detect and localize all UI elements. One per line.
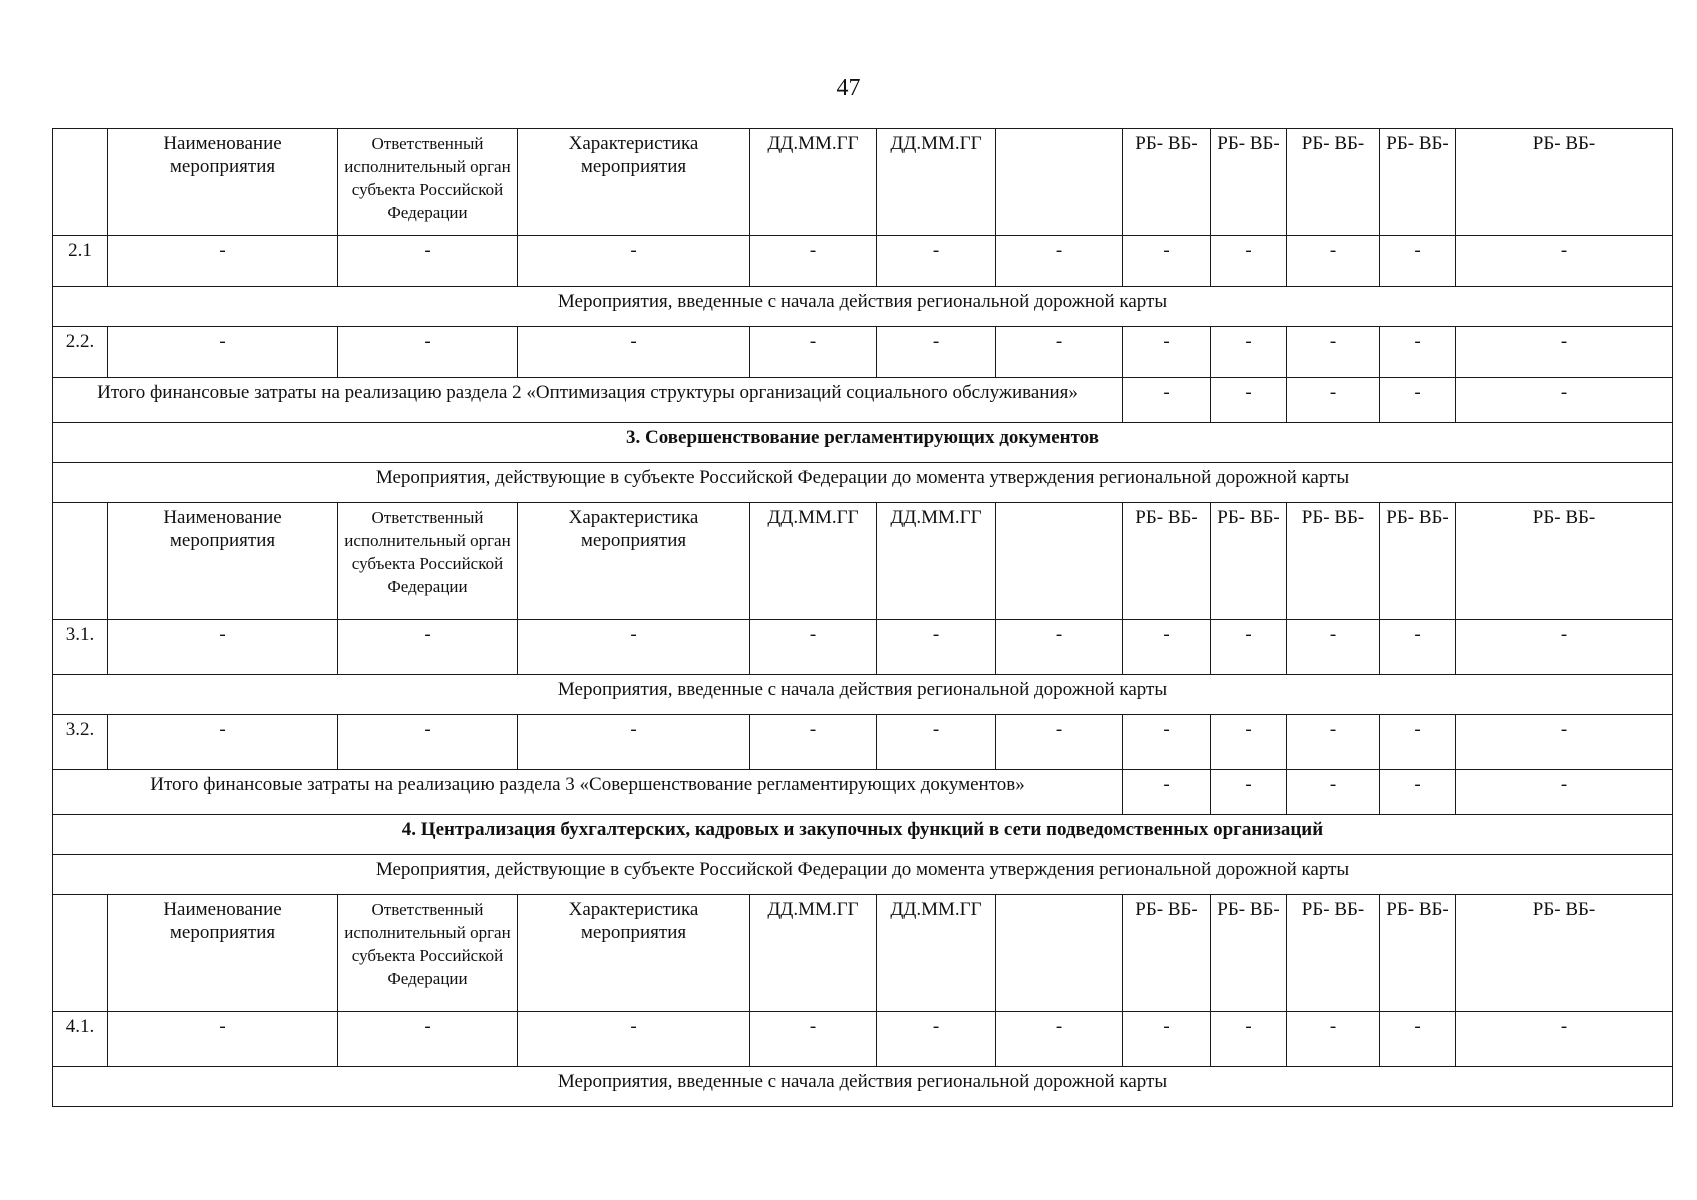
table-header-row bbox=[53, 895, 1673, 1012]
header-date-end: ДД.ММ.ГГ bbox=[877, 129, 996, 236]
header-fund-3: РБ- ВБ- bbox=[1287, 895, 1380, 1012]
cell-dash: - bbox=[750, 327, 877, 378]
cell-dash: - bbox=[1211, 236, 1287, 287]
cell-dash: - bbox=[518, 236, 750, 287]
note-introduced: Мероприятия, введенные с начала действия региональной дорожной карты bbox=[53, 675, 1673, 715]
cell-dash: - bbox=[750, 1012, 877, 1067]
cell-dash: - bbox=[877, 715, 996, 770]
cell-dash: - bbox=[1456, 378, 1673, 423]
header-fund-2: РБ- ВБ- bbox=[1211, 895, 1287, 1012]
note-row bbox=[53, 855, 1673, 895]
cell-dash: - bbox=[996, 1012, 1123, 1067]
cell-dash: - bbox=[338, 1012, 518, 1067]
cell-dash: - bbox=[1456, 715, 1673, 770]
header-fund-2: РБ- ВБ- bbox=[1211, 129, 1287, 236]
cell-dash: - bbox=[996, 327, 1123, 378]
header-fund-4: РБ- ВБ- bbox=[1380, 129, 1456, 236]
note-existing: Мероприятия, действующие в субъекте Российской Федерации до момента утверждения региональной дорожной карты bbox=[53, 855, 1673, 895]
cell-dash: - bbox=[1287, 715, 1380, 770]
total-row bbox=[53, 378, 1673, 423]
note-existing: Мероприятия, действующие в субъекте Российской Федерации до момента утверждения региональной дорожной карты bbox=[53, 463, 1673, 503]
header-fund-5: РБ- ВБ- bbox=[1456, 129, 1673, 236]
row-number: 3.1. bbox=[53, 620, 108, 675]
header-organ: Ответственный исполнительный орган субъекта Российской Федерации bbox=[338, 895, 518, 1012]
header-fund-5: РБ- ВБ- bbox=[1456, 503, 1673, 620]
cell-dash: - bbox=[518, 1012, 750, 1067]
note-row bbox=[53, 1067, 1673, 1107]
header-date-end: ДД.ММ.ГГ bbox=[877, 895, 996, 1012]
row-number: 2.2. bbox=[53, 327, 108, 378]
cell-dash: - bbox=[1123, 770, 1211, 815]
cell-dash: - bbox=[1287, 327, 1380, 378]
header-date-start: ДД.ММ.ГГ bbox=[750, 895, 877, 1012]
header-fund-4: РБ- ВБ- bbox=[1380, 503, 1456, 620]
header-fund-5: РБ- ВБ- bbox=[1456, 895, 1673, 1012]
cell-dash: - bbox=[338, 620, 518, 675]
cell-dash: - bbox=[1380, 327, 1456, 378]
header-number-cell bbox=[53, 503, 108, 620]
cell-dash: - bbox=[108, 236, 338, 287]
header-number-cell bbox=[53, 895, 108, 1012]
cell-dash: - bbox=[1123, 1012, 1211, 1067]
table-row bbox=[53, 620, 1673, 675]
header-fund-1: РБ- ВБ- bbox=[1123, 503, 1211, 620]
cell-dash: - bbox=[877, 1012, 996, 1067]
table-row bbox=[53, 1012, 1673, 1067]
cell-dash: - bbox=[518, 327, 750, 378]
cell-dash: - bbox=[996, 715, 1123, 770]
header-name: Наименование мероприятия bbox=[108, 503, 338, 620]
header-date-end: ДД.ММ.ГГ bbox=[877, 503, 996, 620]
table-row bbox=[53, 327, 1673, 378]
header-fund-1: РБ- ВБ- bbox=[1123, 895, 1211, 1012]
header-organ: Ответственный исполнительный орган субъекта Российской Федерации bbox=[338, 129, 518, 236]
cell-dash: - bbox=[750, 620, 877, 675]
table-row bbox=[53, 236, 1673, 287]
cell-dash: - bbox=[338, 715, 518, 770]
cell-dash: - bbox=[108, 715, 338, 770]
cell-dash: - bbox=[1123, 236, 1211, 287]
cell-dash: - bbox=[1287, 236, 1380, 287]
row-number: 4.1. bbox=[53, 1012, 108, 1067]
table-header-row bbox=[53, 503, 1673, 620]
header-empty bbox=[996, 503, 1123, 620]
header-empty bbox=[996, 129, 1123, 236]
header-number-cell bbox=[53, 129, 108, 236]
cell-dash: - bbox=[996, 620, 1123, 675]
cell-dash: - bbox=[1211, 378, 1287, 423]
cell-dash: - bbox=[1380, 620, 1456, 675]
cell-dash: - bbox=[1211, 620, 1287, 675]
header-characteristic: Характеристика мероприятия bbox=[518, 503, 750, 620]
cell-dash: - bbox=[1380, 1012, 1456, 1067]
header-fund-3: РБ- ВБ- bbox=[1287, 503, 1380, 620]
header-name: Наименование мероприятия bbox=[108, 895, 338, 1012]
cell-dash: - bbox=[1287, 620, 1380, 675]
cell-dash: - bbox=[1287, 770, 1380, 815]
cell-dash: - bbox=[1123, 715, 1211, 770]
header-date-start: ДД.ММ.ГГ bbox=[750, 503, 877, 620]
cell-dash: - bbox=[518, 620, 750, 675]
cell-dash: - bbox=[1211, 770, 1287, 815]
header-organ: Ответственный исполнительный орган субъекта Российской Федерации bbox=[338, 503, 518, 620]
cell-dash: - bbox=[1123, 378, 1211, 423]
cell-dash: - bbox=[108, 327, 338, 378]
header-empty bbox=[996, 895, 1123, 1012]
cell-dash: - bbox=[518, 715, 750, 770]
total-row bbox=[53, 770, 1673, 815]
cell-dash: - bbox=[1123, 327, 1211, 378]
section-row bbox=[53, 815, 1673, 855]
row-number: 2.1 bbox=[53, 236, 108, 287]
header-characteristic: Характеристика мероприятия bbox=[518, 129, 750, 236]
cell-dash: - bbox=[1456, 770, 1673, 815]
cell-dash: - bbox=[1123, 620, 1211, 675]
header-fund-3: РБ- ВБ- bbox=[1287, 129, 1380, 236]
note-row bbox=[53, 463, 1673, 503]
cell-dash: - bbox=[1211, 1012, 1287, 1067]
header-date-start: ДД.ММ.ГГ bbox=[750, 129, 877, 236]
cell-dash: - bbox=[1287, 1012, 1380, 1067]
page-number: 47 bbox=[836, 75, 861, 101]
total-section-2: Итого финансовые затраты на реализацию раздела 2 «Оптимизация структуры организаций социального обслуживания» bbox=[53, 378, 1123, 423]
header-name: Наименование мероприятия bbox=[108, 129, 338, 236]
cell-dash: - bbox=[338, 327, 518, 378]
cell-dash: - bbox=[1380, 715, 1456, 770]
cell-dash: - bbox=[1211, 327, 1287, 378]
note-introduced: Мероприятия, введенные с начала действия региональной дорожной карты bbox=[53, 1067, 1673, 1107]
header-fund-2: РБ- ВБ- bbox=[1211, 503, 1287, 620]
cell-dash: - bbox=[1456, 620, 1673, 675]
cell-dash: - bbox=[877, 620, 996, 675]
note-introduced: Мероприятия, введенные с начала действия региональной дорожной карты bbox=[53, 287, 1673, 327]
cell-dash: - bbox=[1287, 378, 1380, 423]
total-section-3: Итого финансовые затраты на реализацию раздела 3 «Совершенствование регламентирующих документов» bbox=[53, 770, 1123, 815]
cell-dash: - bbox=[1380, 770, 1456, 815]
cell-dash: - bbox=[1380, 378, 1456, 423]
cell-dash: - bbox=[338, 236, 518, 287]
cell-dash: - bbox=[1211, 715, 1287, 770]
header-fund-1: РБ- ВБ- bbox=[1123, 129, 1211, 236]
cell-dash: - bbox=[108, 620, 338, 675]
cell-dash: - bbox=[108, 1012, 338, 1067]
cell-dash: - bbox=[1456, 1012, 1673, 1067]
cell-dash: - bbox=[1456, 236, 1673, 287]
row-number: 3.2. bbox=[53, 715, 108, 770]
cell-dash: - bbox=[877, 327, 996, 378]
cell-dash: - bbox=[750, 715, 877, 770]
table-row bbox=[53, 715, 1673, 770]
roadmap-table bbox=[52, 128, 1673, 1107]
cell-dash: - bbox=[1456, 327, 1673, 378]
header-fund-4: РБ- ВБ- bbox=[1380, 895, 1456, 1012]
note-row bbox=[53, 675, 1673, 715]
cell-dash: - bbox=[750, 236, 877, 287]
section-3-title: 3. Совершенствование регламентирующих документов bbox=[53, 423, 1673, 463]
section-row bbox=[53, 423, 1673, 463]
table-header-row bbox=[53, 129, 1673, 236]
cell-dash: - bbox=[996, 236, 1123, 287]
section-4-title: 4. Централизация бухгалтерских, кадровых и закупочных функций в сети подведомственных организаций bbox=[53, 815, 1673, 855]
note-row bbox=[53, 287, 1673, 327]
header-characteristic: Характеристика мероприятия bbox=[518, 895, 750, 1012]
cell-dash: - bbox=[1380, 236, 1456, 287]
cell-dash: - bbox=[877, 236, 996, 287]
